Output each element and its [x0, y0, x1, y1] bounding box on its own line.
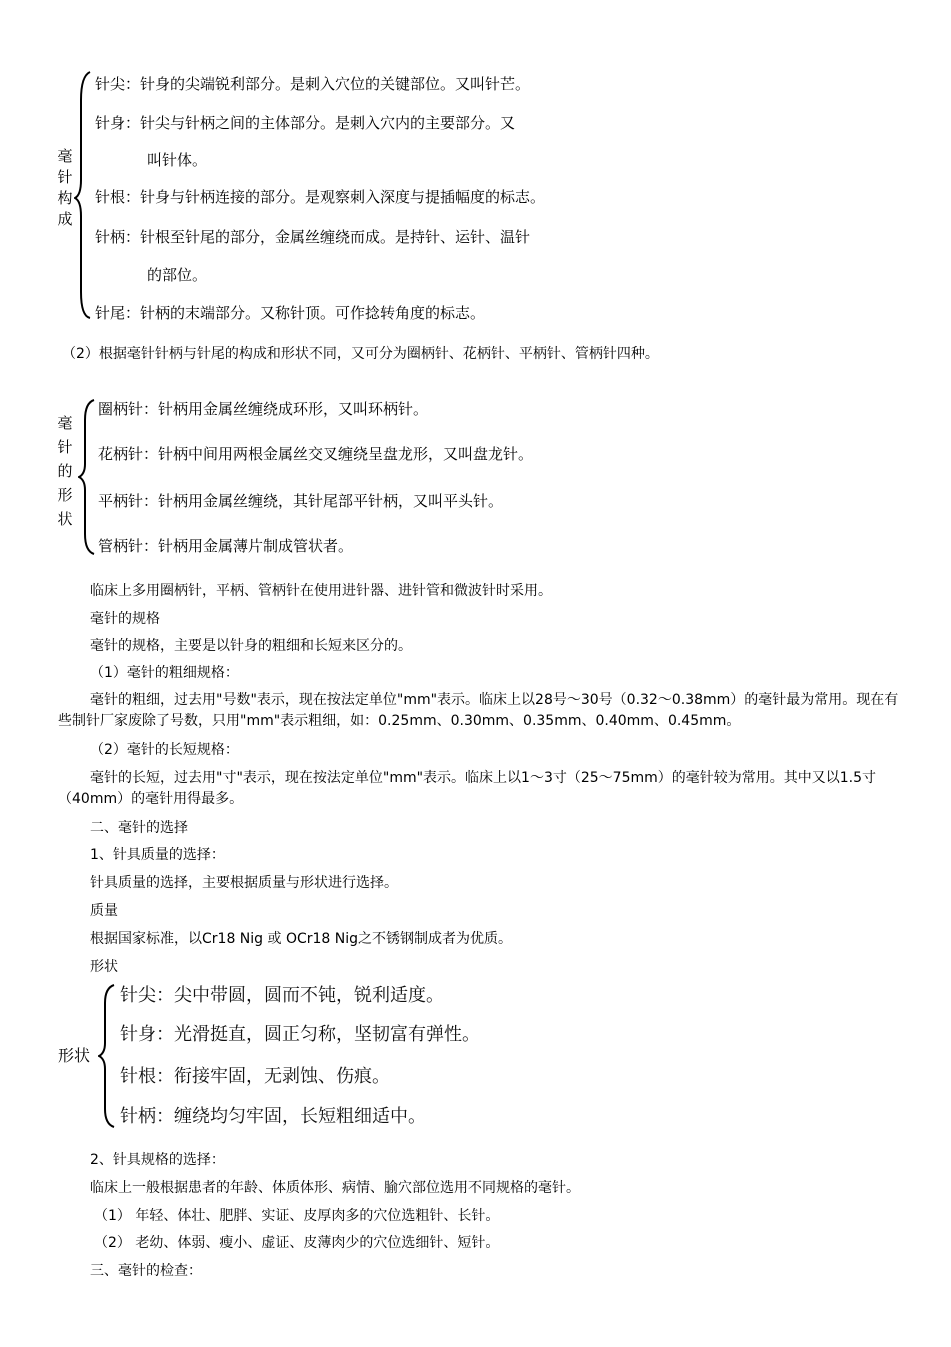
form-heading: 形状 — [90, 959, 118, 975]
shapes-brace — [78, 398, 96, 556]
composition-item: 针尖：针身的尖端锐利部分。是刺入穴位的关键部位。又叫针芒。 — [95, 75, 531, 93]
form-item: 针柄：缠绕均匀牢固，长短粗细适中。 — [120, 1106, 426, 1127]
spec-heading: 毫针的规格 — [90, 611, 160, 627]
handle-types-paragraph: （2）根据毫针针柄与针尾的构成和形状不同，又可分为圈柄针、花柄针、平柄针、管柄针四种。 — [62, 346, 659, 362]
composition-item: 针柄：针根至针尾的部分，金属丝缠绕而成。是持针、运针、温针 — [95, 228, 531, 246]
form-item: 针尖：尖中带圆，圆而不钝，锐利适度。 — [120, 985, 444, 1006]
choice-item-1: （1） 年轻、体壮、肥胖、实证、皮厚肉多的穴位选粗针、长针。 — [94, 1208, 500, 1224]
composition-item: 的部位。 — [147, 266, 208, 284]
shapes-label-char: 毫 — [57, 414, 73, 432]
form-item: 针身：光滑挺直，圆正匀称，坚韧富有弹性。 — [120, 1024, 480, 1045]
length-paragraph — [58, 768, 904, 810]
clinical-usage-line: 临床上多用圈柄针，平柄、管柄针在使用进针器、进针管和微波针时采用。 — [90, 583, 552, 599]
form-item: 针根：衔接牢固，无剥蚀、伤痕。 — [120, 1066, 390, 1087]
shape-item: 平柄针：针柄用金属丝缠绕，其针尾部平针柄，又叫平头针。 — [98, 492, 504, 510]
shapes-label — [56, 411, 74, 531]
shapes-label-char: 形 — [57, 486, 73, 504]
thickness-paragraph-text: 毫针的粗细，过去用"号数"表示，现在按法定单位"mm"表示。临床上以28号～30号（0.32～0.38mm）的毫针最为常用。现在有些制针厂家废除了号数，只用"mm"表示粗细，如：0.25mm、0.30mm、0.35mm、0.40mm、0.45mm。 — [58, 692, 899, 729]
quality-heading: 质量 — [90, 903, 118, 919]
spec-choice-line: 临床上一般根据患者的年龄、体质体形、病情、腧穴部位选用不同规格的毫针。 — [90, 1180, 580, 1196]
spec-description: 毫针的规格，主要是以针身的粗细和长短来区分的。 — [90, 638, 412, 654]
composition-label-char: 构 — [57, 189, 73, 207]
section-2-2-heading: 2、针具规格的选择： — [90, 1152, 225, 1168]
length-paragraph-text: 毫针的长短，过去用"寸"表示，现在按法定单位"mm"表示。临床上以1～3寸（25～75mm）的毫针较为常用。其中又以1.5寸（40mm）的毫针用得最多。 — [58, 770, 877, 807]
section-2-heading: 二、毫针的选择 — [90, 820, 188, 836]
composition-item: 针身：针尖与针柄之间的主体部分。是刺入穴内的主要部分。又 — [95, 114, 516, 132]
shape-item: 管柄针：针柄用金属薄片制成管状者。 — [98, 537, 354, 555]
composition-label-char: 毫 — [57, 147, 73, 165]
shapes-label-char: 状 — [57, 510, 73, 528]
thickness-heading: （1）毫针的粗细规格： — [90, 665, 239, 681]
quality-description: 针具质量的选择，主要根据质量与形状进行选择。 — [90, 875, 398, 891]
shape-item: 圈柄针：针柄用金属丝缠绕成环形，又叫环柄针。 — [98, 400, 429, 418]
composition-label-char: 针 — [57, 168, 73, 186]
choice-item-2: （2） 老幼、体弱、瘦小、虚证、皮薄肉少的穴位选细针、短针。 — [94, 1235, 500, 1251]
section-2-1-heading: 1、针具质量的选择： — [90, 847, 225, 863]
shapes-label-char: 的 — [57, 462, 73, 480]
form-brace — [98, 983, 116, 1129]
shapes-label-char: 针 — [57, 438, 73, 456]
composition-label-char: 成 — [57, 210, 73, 228]
composition-item: 叫针体。 — [147, 151, 208, 169]
section-3-heading: 三、毫针的检查： — [90, 1263, 202, 1279]
composition-brace — [74, 70, 92, 320]
length-heading: （2）毫针的长短规格： — [90, 742, 239, 758]
form-label: 形状 — [58, 1046, 91, 1065]
composition-item: 针根：针身与针柄连接的部分。是观察刺入深度与提插幅度的标志。 — [95, 188, 546, 206]
thickness-paragraph — [58, 690, 904, 732]
standard-line: 根据国家标准，以Cr18 Nig 或 OCr18 Nig之不锈钢制成者为优质。 — [90, 931, 513, 947]
shape-item: 花柄针：针柄中间用两根金属丝交叉缠绕呈盘龙形，又叫盘龙针。 — [98, 445, 534, 463]
composition-label — [56, 146, 74, 230]
composition-item: 针尾：针柄的末端部分。又称针顶。可作捻转角度的标志。 — [95, 304, 486, 322]
